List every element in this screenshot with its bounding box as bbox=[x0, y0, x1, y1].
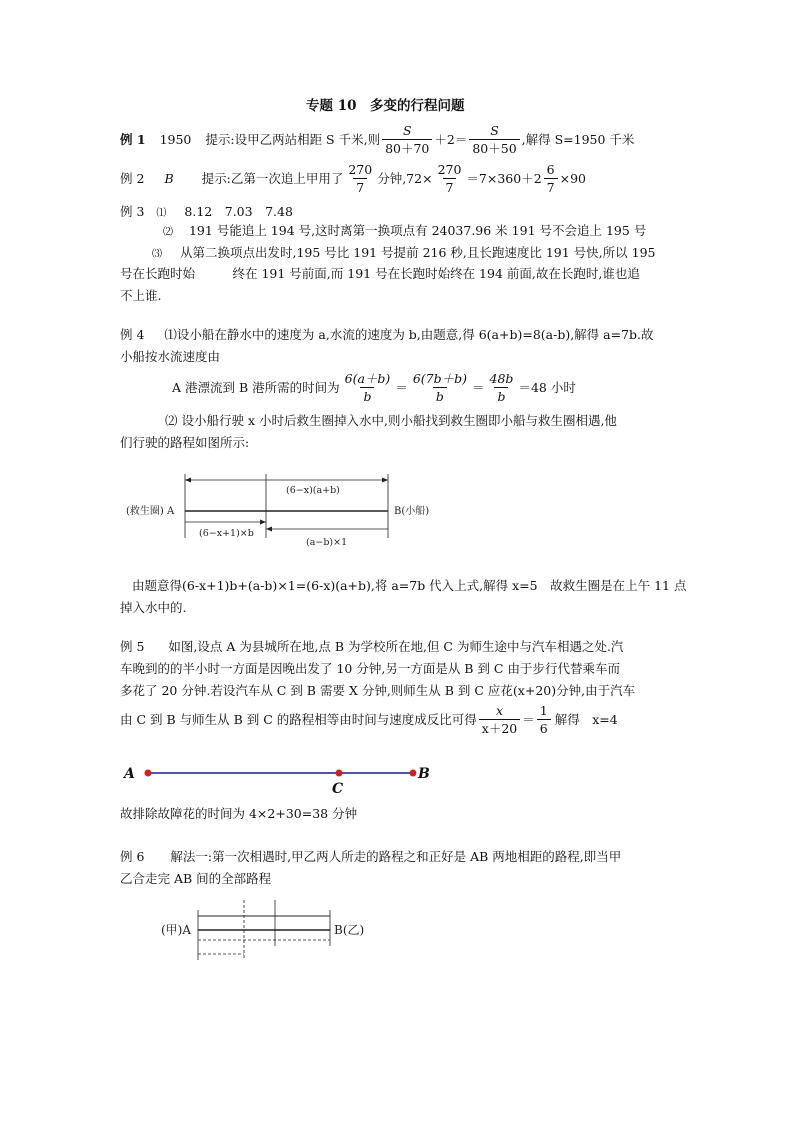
label-c: C bbox=[332, 781, 344, 796]
page-title: 专题 10 多变的行程问题 bbox=[306, 98, 465, 114]
example-2-answer: B bbox=[164, 170, 174, 186]
diagram-label-jia: (甲)A bbox=[161, 923, 192, 937]
example-5-line-3: 多花了 20 分钟.若设汽车从 C 到 B 需要 X 分钟,则师生从 B 到 C 应花(x+20)分钟,由于汽车 bbox=[120, 683, 636, 698]
abc-line-diagram bbox=[120, 758, 440, 796]
diagram-label-yi: B(乙) bbox=[334, 923, 365, 937]
example-5-line-2: 车晚到的的半小时一方面是因晚出发了 10 分钟,另一方面是从 B 到 C 由于步行代替乘车而 bbox=[120, 661, 620, 676]
example-3-line-5: 不上谁. bbox=[120, 288, 162, 303]
part-text: 8.12 7.03 7.48 bbox=[184, 204, 293, 219]
paragraph-text: 由 C 到 B 与师生从 B 到 C 的路程相等由时间与速度成反比可得 bbox=[120, 711, 477, 727]
example-3-line-1 bbox=[120, 204, 293, 220]
part-text: 191 号能追上 194 号,这时离第一换项点有 24037.96 米 191 号不会追上 195 号 bbox=[188, 223, 647, 238]
fraction: $\frac{48b}{b}$ bbox=[489, 370, 514, 404]
fraction: $\frac{x}{x+20}$ bbox=[479, 703, 520, 736]
equation-part: 分钟,72× bbox=[377, 170, 433, 186]
part-text: 从第二换项点出发时,195 号比 191 号提前 216 秒,且长跑速度比 191 号快,所以 195 bbox=[179, 245, 656, 260]
fraction: $\frac{6(a+b)}{b}$ bbox=[344, 370, 391, 404]
example-3-line-3 bbox=[152, 245, 656, 261]
equation-part: ＝7×360＋2 bbox=[466, 170, 542, 186]
example-4-line-6: 掉入水中的. bbox=[120, 600, 187, 615]
example-6-line-1 bbox=[120, 849, 621, 864]
example-5-conclusion: 故排除故障花的时间为 4×2+30=38 分钟 bbox=[120, 806, 358, 821]
example-4-line-4: 们行驶的路程如图所示: bbox=[120, 435, 250, 450]
point-b bbox=[410, 770, 417, 777]
equation-result: ＝48 小时 bbox=[518, 379, 576, 395]
diagram-label-b: B(小船) bbox=[394, 506, 430, 517]
example-1-hint: 提示:设甲乙两站相距 S 千米,则 bbox=[205, 131, 381, 147]
fraction: $\frac{1}{6}$ bbox=[537, 703, 551, 736]
part-number: ⑴ bbox=[156, 208, 167, 219]
example-4-line-1 bbox=[120, 327, 654, 342]
example-4-line-5: 由题意得(6-x+1)b+(a-b)×1=(6-x)(a+b),将 a=7b 代入上式,解得 x=5 故救生圈是在上午 11 点 bbox=[132, 578, 687, 593]
example-5-line-1 bbox=[120, 639, 623, 654]
diagram-label-top: (6−x)(a+b) bbox=[286, 485, 340, 496]
example-6-line-2: 乙合走完 AB 间的全部路程 bbox=[120, 871, 272, 886]
diagram-label-bottom-left: (6−x+1)×b bbox=[199, 528, 254, 539]
equation-prefix: A 港漂流到 B 港所需的时间为 bbox=[172, 379, 340, 395]
equals-sign: ＝ bbox=[472, 379, 485, 395]
example-4-line-3: ⑵ 设小船行驶 x 小时后救生圈掉入水中,则小船找到救生圈即小船与救生圈相遇,他 bbox=[165, 413, 617, 428]
point-c bbox=[336, 770, 343, 777]
example-1-label: 例 1 bbox=[120, 131, 146, 147]
diagram-label-a: (救生圈) A bbox=[126, 506, 175, 517]
paragraph-text: 如图,设点 A 为县城所在地,点 B 为学校所在地,但 C 为师生途中与汽车相遇之处.汽 bbox=[168, 639, 624, 654]
example-5-label: 例 5 bbox=[120, 639, 145, 654]
part-number: ⑶ bbox=[152, 249, 162, 260]
example-1-answer: 1950 bbox=[159, 131, 192, 147]
diagram-label-bottom-right: (a−b)×1 bbox=[306, 537, 348, 548]
equation-part: ＋2＝ bbox=[434, 131, 468, 147]
example-3-label: 例 3 bbox=[120, 204, 145, 219]
example-4-label: 例 4 bbox=[120, 327, 145, 342]
example-2-label: 例 2 bbox=[120, 170, 145, 186]
point-a bbox=[145, 770, 152, 777]
example-6-label: 例 6 bbox=[120, 849, 145, 864]
meeting-diagram bbox=[158, 896, 378, 966]
example-4-equation bbox=[172, 368, 576, 406]
label-b: B bbox=[418, 766, 430, 782]
example-3-line-4: 号在长跑时始 终在 191 号前面,而 191 号在长跑时始终在 194 前面,故在长跑时,谁也追 bbox=[120, 266, 640, 281]
fraction: $\frac{6(7b+b)}{b}$ bbox=[412, 370, 467, 404]
example-1 bbox=[120, 122, 634, 156]
equation-part: ×90 bbox=[559, 170, 587, 186]
example-3-line-2 bbox=[163, 223, 646, 239]
equation-result: 解得 x=4 bbox=[554, 711, 618, 727]
fraction: $\frac{270}{7}$ bbox=[348, 161, 373, 195]
part-number: ⑵ bbox=[163, 227, 173, 238]
example-2-hint: 提示:乙第一次追上甲用了 bbox=[201, 170, 344, 186]
example-4-line-2: 小船按水流速度由 bbox=[120, 349, 221, 364]
example-5-line-4 bbox=[120, 700, 618, 738]
river-distance-diagram bbox=[120, 470, 460, 550]
example-2 bbox=[120, 160, 586, 196]
equals-sign: ＝ bbox=[522, 711, 535, 727]
fraction: $\frac{270}{7}$ bbox=[437, 161, 462, 195]
fraction: $\frac{6}{7}$ bbox=[544, 162, 558, 195]
paragraph-text: 解法一:第一次相遇时,甲乙两人所走的路程之和正好是 AB 两地相距的路程,即当甲 bbox=[170, 849, 622, 864]
equals-sign: ＝ bbox=[395, 379, 408, 395]
paragraph-text: ⑴设小船在静水中的速度为 a,水流的速度为 b,由题意,得 6(a+b)=8(a-b),解得 a=7b.故 bbox=[164, 327, 654, 342]
fraction: $\frac{S}{80+70}$ bbox=[382, 123, 432, 156]
equation-result: ,解得 S=1950 千米 bbox=[521, 131, 635, 147]
fraction: $\frac{S}{80+50}$ bbox=[469, 123, 519, 156]
label-a: A bbox=[124, 766, 135, 782]
